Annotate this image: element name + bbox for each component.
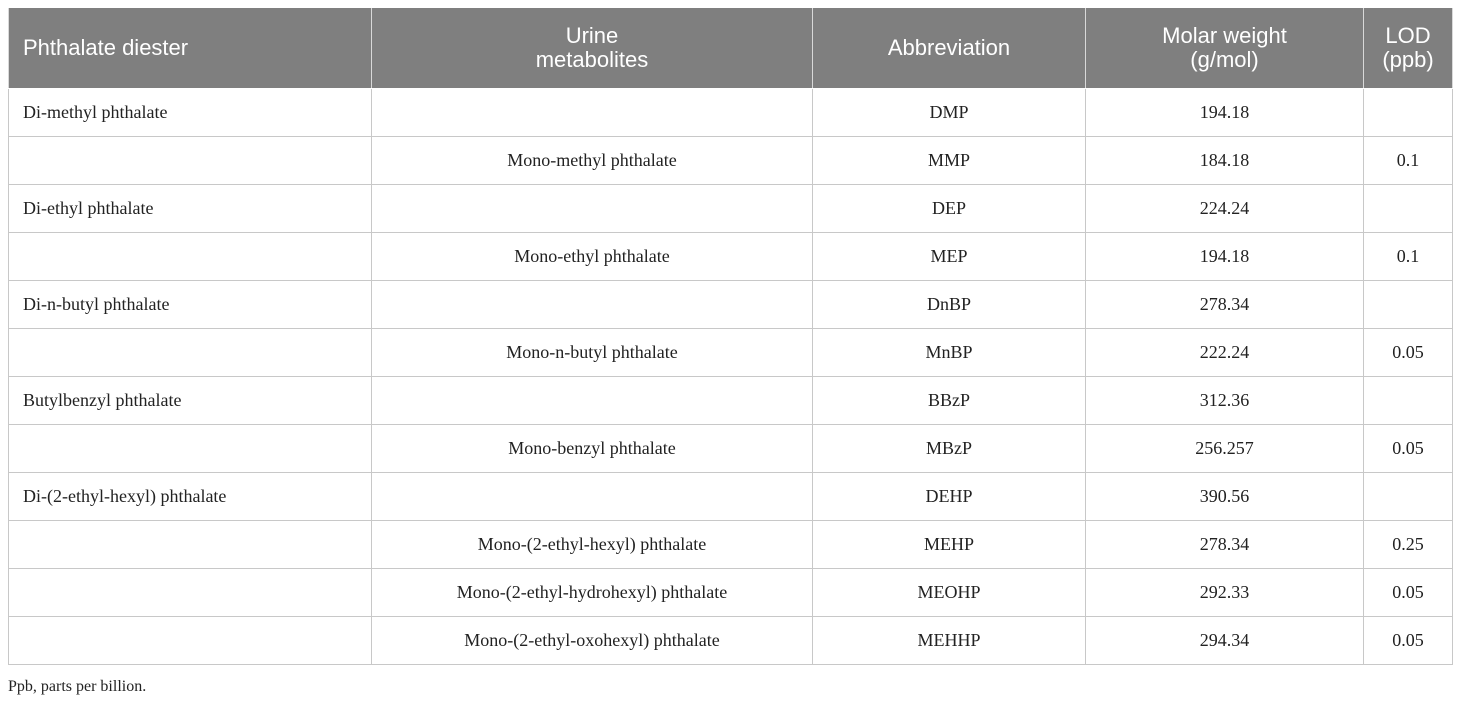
table-row <box>9 425 1453 473</box>
cell-urine-metabolite: Mono-(2-ethyl-oxohexyl) phthalate <box>372 617 813 665</box>
table-row <box>9 233 1453 281</box>
cell-molar-weight: 312.36 <box>1086 377 1364 425</box>
cell-urine-metabolite <box>372 89 813 137</box>
cell-molar-weight: 256.257 <box>1086 425 1364 473</box>
header-urine-metabolites: Urine metabolites <box>372 8 813 89</box>
cell-abbreviation: MEP <box>813 233 1086 281</box>
cell-urine-metabolite: Mono-methyl phthalate <box>372 137 813 185</box>
cell-molar-weight: 390.56 <box>1086 473 1364 521</box>
cell-abbreviation: MnBP <box>813 329 1086 377</box>
table-row <box>9 377 1453 425</box>
cell-urine-metabolite: Mono-benzyl phthalate <box>372 425 813 473</box>
cell-abbreviation: MMP <box>813 137 1086 185</box>
cell-lod <box>1364 185 1453 233</box>
cell-lod: 0.05 <box>1364 425 1453 473</box>
cell-lod: 0.25 <box>1364 521 1453 569</box>
cell-molar-weight: 194.18 <box>1086 233 1364 281</box>
cell-phthalate-diester <box>9 233 372 281</box>
cell-abbreviation: MEHP <box>813 521 1086 569</box>
table-footnote: Ppb, parts per billion. <box>8 678 147 695</box>
cell-phthalate-diester: Butylbenzyl phthalate <box>9 377 372 425</box>
cell-urine-metabolite: Mono-n-butyl phthalate <box>372 329 813 377</box>
cell-phthalate-diester <box>9 617 372 665</box>
cell-lod <box>1364 473 1453 521</box>
header-phthalate-diester: Phthalate diester <box>9 8 372 89</box>
table-row <box>9 617 1453 665</box>
cell-molar-weight: 194.18 <box>1086 89 1364 137</box>
cell-abbreviation: DnBP <box>813 281 1086 329</box>
table-row <box>9 89 1453 137</box>
table-row <box>9 329 1453 377</box>
header-abbreviation: Abbreviation <box>813 8 1086 89</box>
cell-lod: 0.05 <box>1364 329 1453 377</box>
cell-lod: 0.1 <box>1364 137 1453 185</box>
cell-urine-metabolite <box>372 377 813 425</box>
cell-phthalate-diester <box>9 137 372 185</box>
cell-phthalate-diester <box>9 521 372 569</box>
cell-urine-metabolite <box>372 281 813 329</box>
cell-lod <box>1364 377 1453 425</box>
cell-molar-weight: 278.34 <box>1086 281 1364 329</box>
table-row <box>9 473 1453 521</box>
cell-molar-weight: 278.34 <box>1086 521 1364 569</box>
cell-lod: 0.1 <box>1364 233 1453 281</box>
table-row <box>9 521 1453 569</box>
cell-phthalate-diester <box>9 425 372 473</box>
cell-urine-metabolite: Mono-(2-ethyl-hydrohexyl) phthalate <box>372 569 813 617</box>
cell-abbreviation: DMP <box>813 89 1086 137</box>
cell-urine-metabolite <box>372 473 813 521</box>
cell-phthalate-diester: Di-ethyl phthalate <box>9 185 372 233</box>
header-molar-weight: Molar weight (g/mol) <box>1086 8 1364 89</box>
cell-phthalate-diester <box>9 569 372 617</box>
phthalate-table <box>8 8 1453 665</box>
cell-molar-weight: 224.24 <box>1086 185 1364 233</box>
phthalate-table-container <box>8 8 1452 665</box>
table-row <box>9 281 1453 329</box>
cell-molar-weight: 222.24 <box>1086 329 1364 377</box>
table-body <box>9 89 1453 665</box>
header-lod: LOD (ppb) <box>1364 8 1453 89</box>
cell-lod: 0.05 <box>1364 569 1453 617</box>
table-row <box>9 137 1453 185</box>
cell-abbreviation: MEOHP <box>813 569 1086 617</box>
cell-abbreviation: MEHHP <box>813 617 1086 665</box>
table-row <box>9 569 1453 617</box>
cell-urine-metabolite: Mono-(2-ethyl-hexyl) phthalate <box>372 521 813 569</box>
cell-urine-metabolite <box>372 185 813 233</box>
cell-lod <box>1364 89 1453 137</box>
cell-phthalate-diester: Di-n-butyl phthalate <box>9 281 372 329</box>
cell-lod <box>1364 281 1453 329</box>
cell-abbreviation: MBzP <box>813 425 1086 473</box>
table-row <box>9 185 1453 233</box>
cell-molar-weight: 184.18 <box>1086 137 1364 185</box>
cell-urine-metabolite: Mono-ethyl phthalate <box>372 233 813 281</box>
cell-abbreviation: DEP <box>813 185 1086 233</box>
cell-molar-weight: 294.34 <box>1086 617 1364 665</box>
cell-molar-weight: 292.33 <box>1086 569 1364 617</box>
cell-lod: 0.05 <box>1364 617 1453 665</box>
cell-phthalate-diester: Di-methyl phthalate <box>9 89 372 137</box>
table-header-row <box>9 8 1453 89</box>
cell-phthalate-diester: Di-(2-ethyl-hexyl) phthalate <box>9 473 372 521</box>
cell-abbreviation: BBzP <box>813 377 1086 425</box>
cell-phthalate-diester <box>9 329 372 377</box>
cell-abbreviation: DEHP <box>813 473 1086 521</box>
